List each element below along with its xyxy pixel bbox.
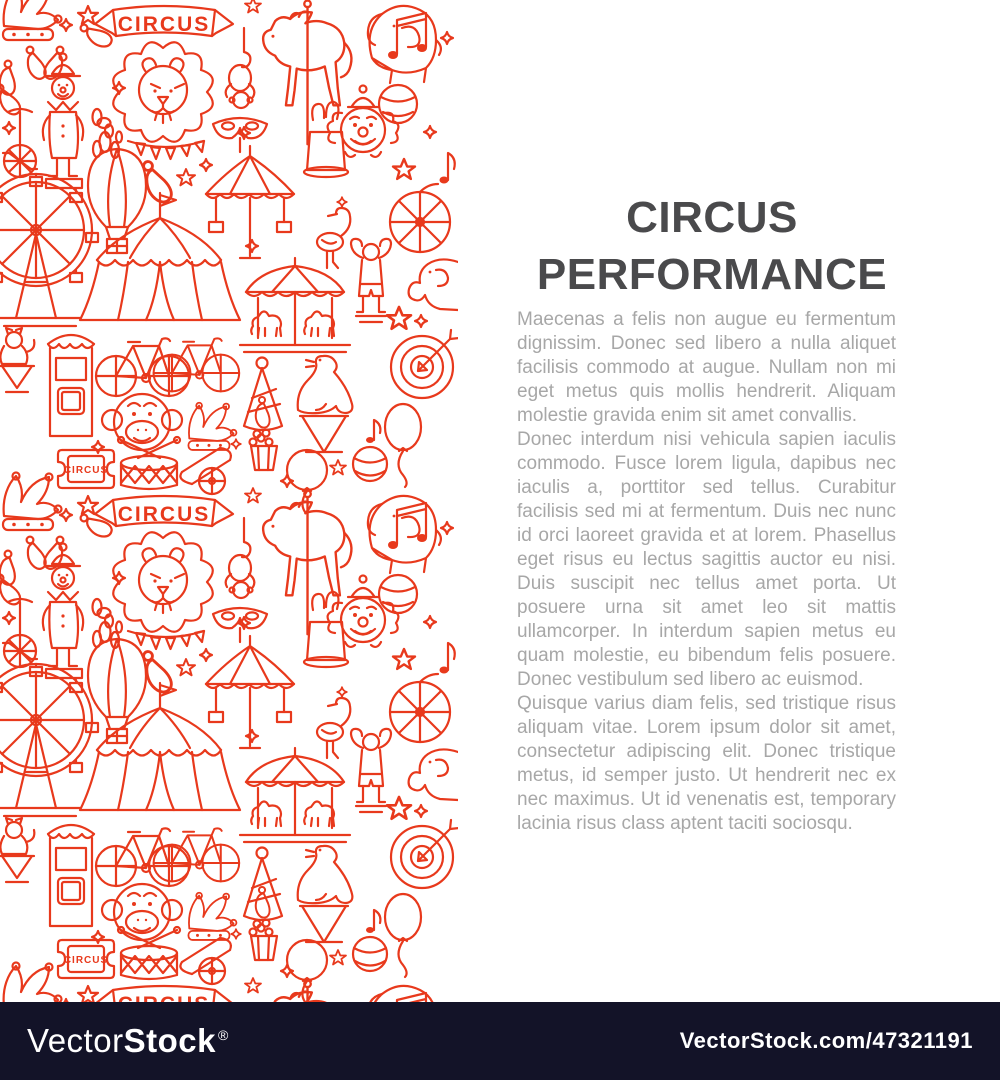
title-line-2: PERFORMANCE bbox=[536, 250, 888, 300]
title-line-1: CIRCUS bbox=[626, 193, 798, 243]
body-text bbox=[517, 308, 896, 836]
vectorstock-url: VectorStock.com/47321191 bbox=[679, 1028, 973, 1053]
paragraph-1: Maecenas a felis non augue eu fermentum dignissim. Donec sed libero a nulla aliquet facilisis commodo at augue. Nullam non mi eget metus quis mollis hendrerit. Aliquam molestie gravida enim sit amet convallis. bbox=[517, 309, 896, 426]
page-title bbox=[508, 189, 916, 303]
brand-bold: Stock bbox=[123, 1022, 216, 1059]
paragraph-2: Donec interdum nisi vehicula sapien iaculis commodo. Fusce lorem ligula, dapibus nec iaculis a, porttitor sed tellus. Curabitur facilisis sed mi at fermentum. Duis nec nunc id orci laoreet gravida et at lorem. Phasellus eget risus eu lectus sagittis auctor eu nisi. Duis suscipit nec tellus amet porta. Ut posuere urna sit amet leo sit mattis ullamcorper. In interdum sapien metus eu quam molestie, eu bibendum felis posuere. Donec vestibulum sed libero ac euismod. bbox=[517, 429, 896, 690]
circus-line-pattern-panel: CIRCUS CIRCUS bbox=[0, 0, 458, 1002]
vectorstock-logo bbox=[27, 1022, 229, 1060]
registered-mark: ® bbox=[217, 1027, 229, 1043]
pattern-tile-1 bbox=[0, 0, 458, 512]
paragraph-3: Quisque varius diam felis, sed tristique risus aliquam vitae. Lorem ipsum dolor sit amet, consectetur adipiscing elit. Donec tristique metus, id semper justo. Ut hendrerit nec ex nec maximus. Ut id venenatis est, temporary lacinia risus class aptent taciti sociosqu. bbox=[517, 693, 896, 834]
watermark-bar bbox=[0, 1002, 1000, 1080]
pattern-tile-2 bbox=[0, 473, 458, 1003]
brand-light: Vector bbox=[27, 1022, 124, 1059]
